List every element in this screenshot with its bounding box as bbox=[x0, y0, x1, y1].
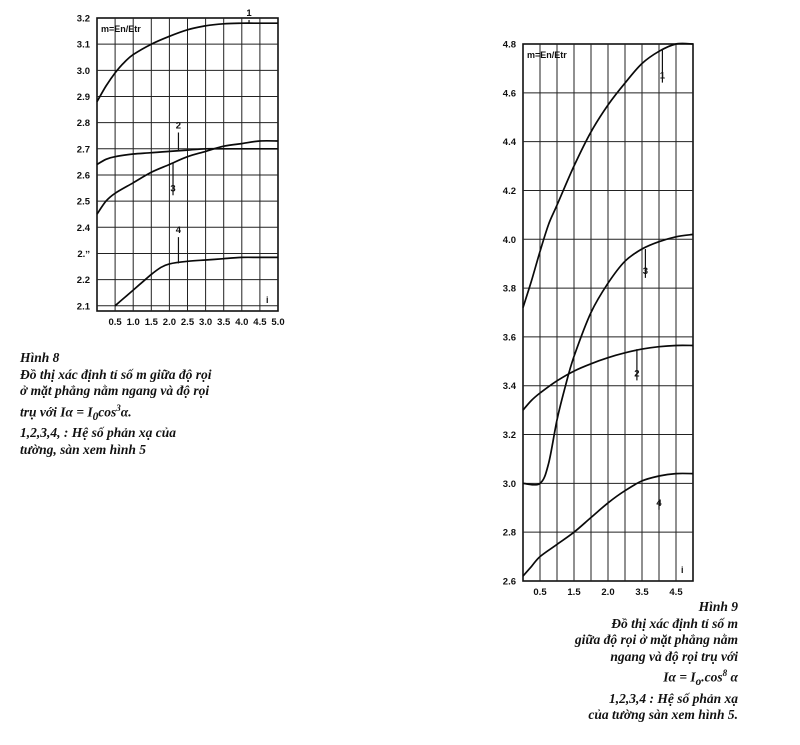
y-tick-label: 2.7 bbox=[76, 144, 90, 156]
curve-label: 1 bbox=[246, 8, 252, 19]
curve-labels bbox=[634, 49, 666, 510]
x-tick-label: 4.5 bbox=[253, 317, 267, 328]
y-axis-label: m=En/Etr bbox=[101, 24, 141, 34]
y-tick-label: 2.6 bbox=[502, 576, 516, 588]
x-tick-label: 4.5 bbox=[669, 587, 683, 598]
x-tick-label: 3.5 bbox=[217, 317, 231, 328]
formula-superscript: 8 bbox=[722, 668, 728, 678]
caption-formula-line bbox=[20, 400, 212, 426]
caption-line: 1,2,3,4, : Hệ số phản xạ của bbox=[20, 425, 177, 441]
caption-line: ngang và độ rọi trụ với bbox=[610, 648, 738, 664]
x-tick-label: 0.5 bbox=[108, 317, 122, 328]
curve-label: 2 bbox=[175, 120, 182, 132]
y-tick-label: 2.9 bbox=[76, 91, 90, 103]
x-tick-label: 1.0 bbox=[126, 317, 140, 328]
y-tick-label: 4.4 bbox=[502, 137, 516, 149]
y-tick-label: 3.8 bbox=[502, 283, 516, 295]
y-tick-label: 3.1 bbox=[76, 39, 90, 51]
formula-part: α. bbox=[120, 404, 132, 419]
y-tick-label: 3.2 bbox=[76, 13, 90, 25]
formula-subscript: 0 bbox=[92, 410, 99, 423]
x-tick-label: 3.5 bbox=[635, 587, 649, 598]
curve-label: 1 bbox=[659, 70, 666, 82]
caption-title: Hình 8 bbox=[20, 350, 60, 365]
curve-label: 4 bbox=[175, 225, 182, 237]
caption-line: giữa độ rọi ở mặt phẳng nằm bbox=[574, 632, 738, 647]
formula-part: trụ với Iα = I bbox=[20, 404, 93, 419]
x-tick-label: 1.5 bbox=[567, 587, 581, 598]
caption-line: của tường sàn xem hình 5. bbox=[588, 707, 738, 723]
y-tick-label: 2.2 bbox=[76, 275, 90, 287]
formula-part: Iα = I bbox=[663, 669, 696, 685]
x-tick-label: 4.0 bbox=[235, 317, 249, 328]
x-tick-label: 2.0 bbox=[162, 317, 177, 328]
curve-label: 3 bbox=[642, 265, 649, 277]
y-tick-label: 3.6 bbox=[502, 332, 516, 344]
x-axis-label: i bbox=[681, 565, 684, 575]
grid bbox=[523, 44, 693, 581]
y-tick-label: 3.2 bbox=[502, 430, 516, 442]
caption-line: tường, sàn xem hình 5 bbox=[20, 441, 146, 457]
y-tick-label: 3.0 bbox=[502, 478, 516, 490]
y-tick-label: 2.4 bbox=[76, 222, 90, 234]
y-tick-label: 4.0 bbox=[502, 234, 516, 246]
curve-label: 3 bbox=[170, 183, 176, 195]
caption-line: Đồ thị xác định tỉ số m giữa độ rọi bbox=[20, 366, 212, 382]
x-tick-label: 2.5 bbox=[180, 317, 195, 328]
x-axis-label: i bbox=[266, 295, 269, 305]
y-tick-label: 4.6 bbox=[502, 88, 516, 100]
formula-superscript: 3 bbox=[116, 402, 121, 413]
figure-8-caption bbox=[20, 350, 212, 458]
y-tick-label: 4.8 bbox=[502, 39, 516, 51]
y-tick-label: 2.8 bbox=[502, 527, 516, 539]
y-tick-label: 3.0 bbox=[76, 65, 90, 77]
curve-label: 4 bbox=[656, 497, 662, 509]
formula-part: cos bbox=[98, 404, 117, 419]
curve-label: 2 bbox=[634, 368, 640, 380]
y-tick-label: 2.8 bbox=[76, 118, 90, 130]
y-tick-label: 2.5 bbox=[76, 196, 90, 208]
x-tick-label: 2.0 bbox=[601, 587, 615, 598]
caption-formula-line bbox=[575, 665, 738, 691]
formula-subscript: o bbox=[695, 676, 702, 689]
figure-9-caption bbox=[575, 599, 738, 724]
x-tick-label: 0.5 bbox=[533, 587, 547, 598]
x-tick-label: 1.5 bbox=[144, 317, 158, 328]
y-tick-label: 4.2 bbox=[502, 185, 516, 197]
caption-line: 1,2,3,4 : Hệ số phản xạ bbox=[608, 690, 738, 706]
caption-title: Hình 9 bbox=[698, 599, 738, 614]
y-tick-label: 2.6 bbox=[76, 170, 90, 182]
y-axis-label: m=En/Etr bbox=[527, 50, 567, 60]
formula-part: .cos bbox=[701, 669, 723, 685]
x-tick-label: 5.0 bbox=[271, 317, 285, 328]
caption-line: Đồ thị xác định tỉ số m bbox=[611, 615, 738, 631]
y-tick-label: 2.ˮ bbox=[77, 248, 90, 260]
x-tick-label: 3.0 bbox=[198, 317, 213, 328]
y-tick-label: 2.1 bbox=[76, 301, 90, 313]
y-tick-label: 3.4 bbox=[502, 381, 516, 393]
formula-part: α bbox=[727, 669, 738, 685]
tick-labels bbox=[503, 40, 684, 599]
caption-line: ở mặt phẳng nằm ngang và độ rọi bbox=[20, 383, 210, 398]
